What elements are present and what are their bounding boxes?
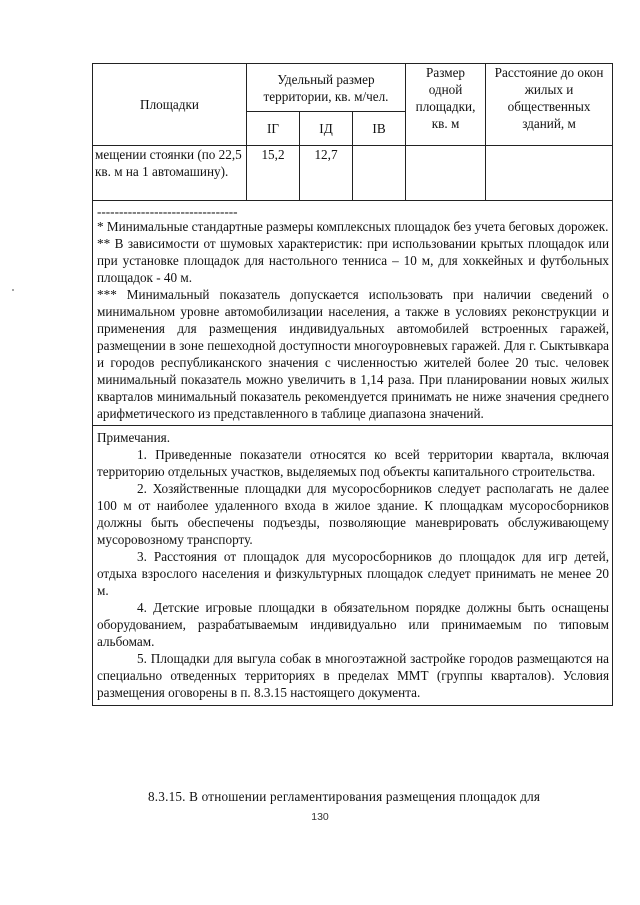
header-specific-size: Удельный размер территории, кв. м/чел. (247, 64, 406, 112)
footnotes-row (93, 201, 613, 426)
table-header-row (93, 64, 613, 112)
platforms-table (92, 63, 613, 706)
note-item-1: 1. Приведенные показатели относятся ко всей территории квартала, включая территорию отдельных участков, выделяемых под объекты капитального строительства. (97, 447, 610, 479)
row-value-id: 12,7 (300, 146, 353, 201)
footnotes-cell (93, 201, 613, 426)
scan-speck (12, 289, 14, 291)
table-row (93, 146, 613, 201)
row-value-distance (486, 146, 613, 201)
header-ig: IГ (247, 112, 300, 146)
notes-title: Примечания. (97, 430, 171, 445)
row-value-iv (353, 146, 406, 201)
note-item-4: 4. Детские игровые площадки в обязательном порядке должны быть оснащены оборудованием, разрабатываемым индивидуально или принимаемым по типовым альбомам. (97, 600, 610, 649)
header-distance: Расстояние до окон жилых и общественных зданий, м (486, 64, 613, 146)
note-item-5: 5. Площадки для выгула собак в многоэтажной застройке городов размещаются на специально отведенных территориях в пределах ММТ (группы кварталов). Условия размещения оговорены в п. 8.3.15 настоящего документа. (97, 651, 610, 700)
footnote-1: * Минимальные стандартные размеры комплексных площадок без учета беговых дорожек. (97, 219, 609, 234)
notes-row (93, 426, 613, 706)
note-item-3: 3. Расстояния от площадок для мусоросборников до площадок для игр детей, отдыха взрослого населения и физкультурных площадок следует принимать не менее 20 м. (97, 549, 610, 598)
notes-cell (93, 426, 613, 706)
footnote-2: ** В зависимости от шумовых характеристик: при использовании крытых площадок или при установке площадок для настольного тенниса – 10 м, для хоккейных и футбольных площадок - 40 м. (97, 236, 610, 285)
header-one-size: Размер одной площадки, кв. м (406, 64, 486, 146)
header-iv: IВ (353, 112, 406, 146)
header-platforms: Площадки (93, 64, 247, 146)
section-8-3-15-text: 8.3.15. В отношении регламентирования размещения площадок для (148, 789, 541, 804)
row-value-ig: 15,2 (247, 146, 300, 201)
footnote-separator: -------------------------------- (97, 205, 238, 218)
note-item-2: 2. Хозяйственные площадки для мусоросборников следует располагать не далее 100 м от наиболее удаленного входа в жилое здание. К площадкам мусоросборников должны быть обеспечены подъезды, позволяющие маневрировать обслуживающему мусоровозному транспорту. (97, 481, 610, 547)
header-id: IД (300, 112, 353, 146)
page-number: 130 (311, 811, 329, 823)
footnote-3: *** Минимальный показатель допускается использовать при наличии сведений о минимальном уровне автомобилизации населения, а также в условиях реконструкции и применения для размещения индивидуальных автомобилей встроенных гаражей, размещении в зоне пешеходной доступности многоуровневых гаражей. Для г. Сыктывкара и городов республиканского значения с численностью жителей более 20 тыс. человек минимальный показатель можно увеличить в 1,14 раза. При планировании новых жилых кварталов минимальный показатель рекомендуется принимать не ниже значения среднего арифметического из представленного в таблице диапазона значений. (97, 287, 610, 421)
row-label: мещении стоянки (по 22,5 кв. м на 1 автомашину). (93, 146, 247, 201)
row-value-size (406, 146, 486, 201)
